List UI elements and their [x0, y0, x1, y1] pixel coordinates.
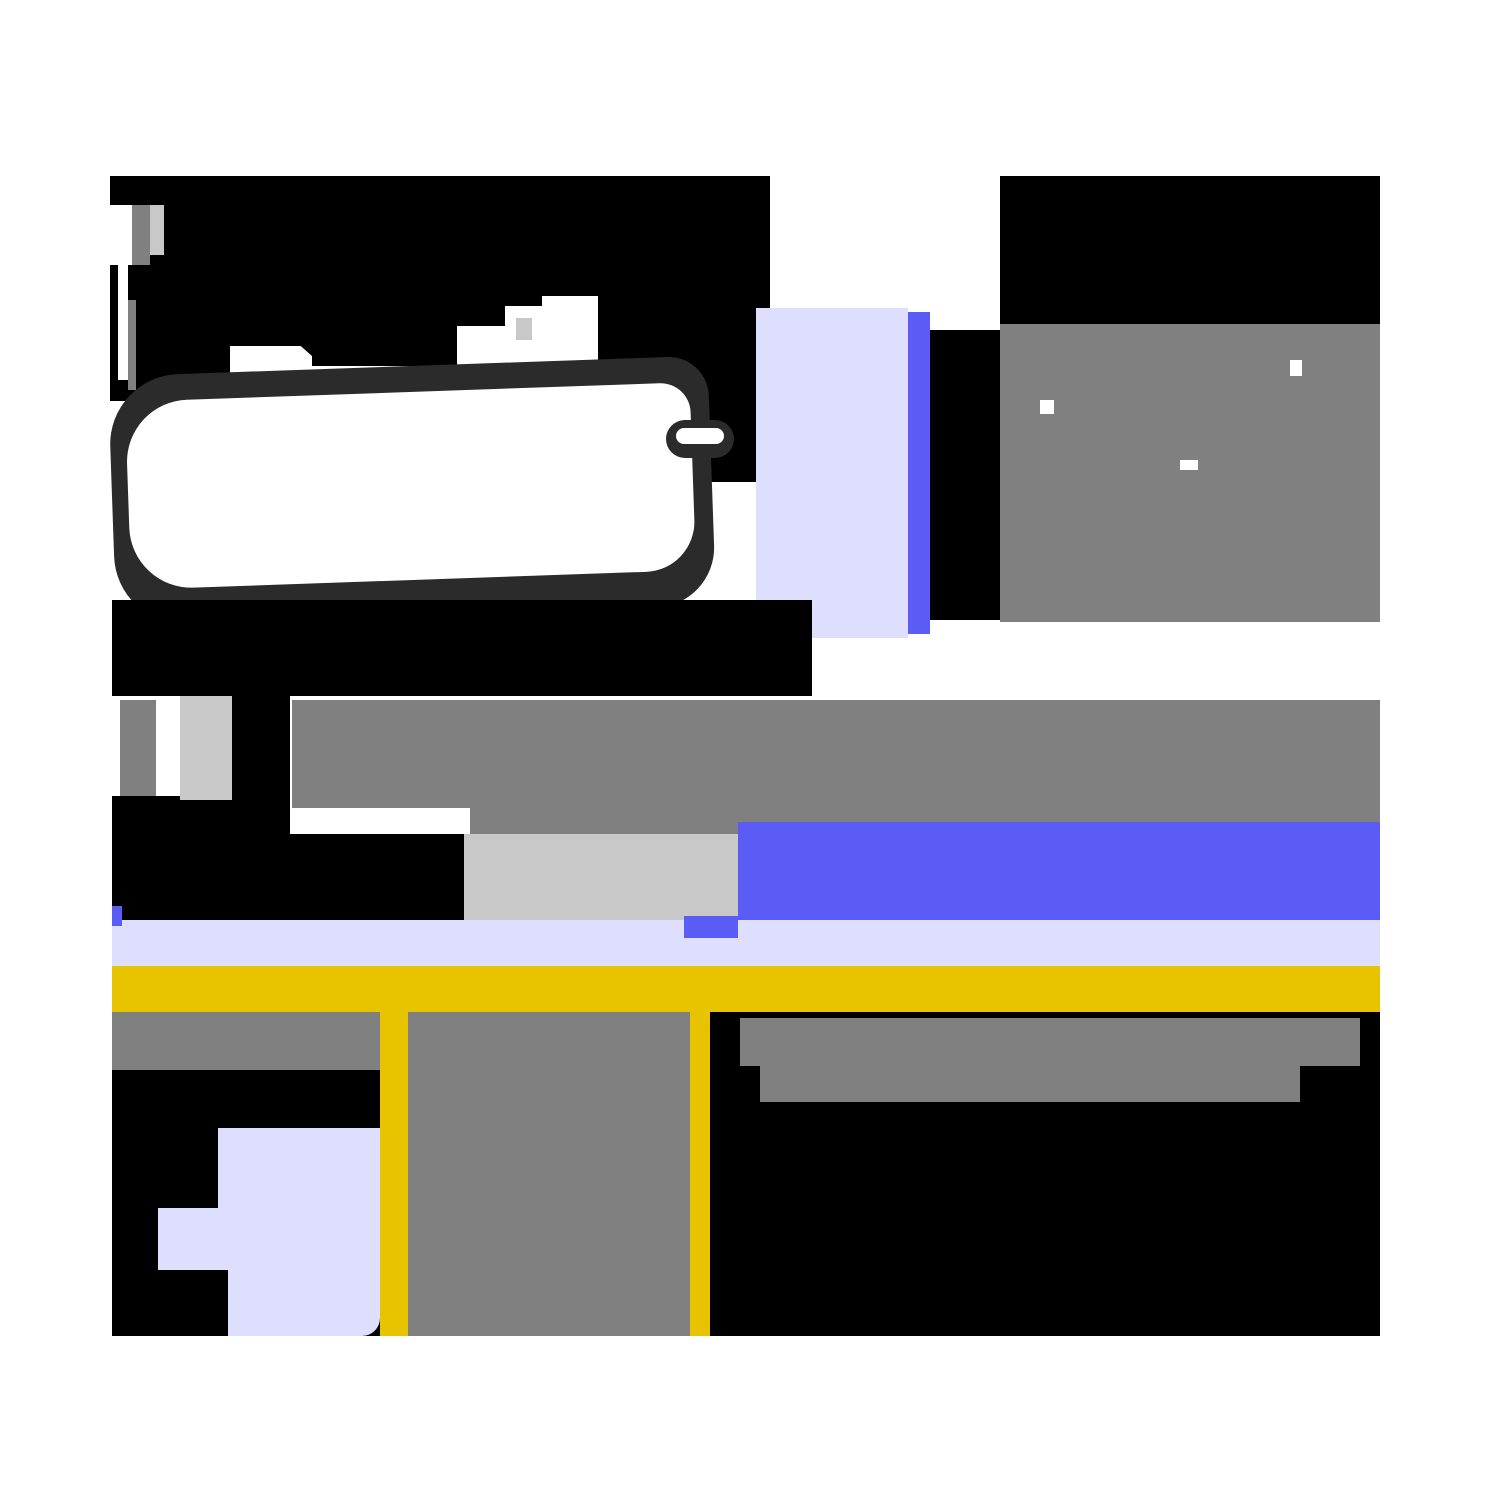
- gray-notch-upper-left: [132, 205, 150, 265]
- white-triangle-notch: [278, 326, 346, 356]
- gray-texture-band-middle: [292, 700, 1380, 808]
- black-bar-left-cap: [112, 834, 464, 920]
- white-flecks-right: [1040, 400, 1054, 414]
- white-flecks-right-3: [1290, 360, 1302, 376]
- lavender-vertical-panel: [756, 308, 908, 638]
- gray-texture-field-right: [1000, 322, 1380, 622]
- gray-lower-right-text-band-2: [760, 1066, 1300, 1102]
- black-upper-column-c: [457, 176, 542, 326]
- gray-lower-band: [112, 1012, 380, 1070]
- blue-tick-mid: [684, 916, 738, 938]
- light-gray-block: [464, 834, 738, 920]
- white-arm-highlight: [676, 428, 724, 444]
- gray-block-mid-left: [120, 700, 156, 796]
- yellow-vertical-bar-right: [690, 1012, 710, 1336]
- white-sliver-left: [118, 265, 128, 380]
- blue-horizontal-bar: [738, 822, 1380, 920]
- gray-sliver-left: [128, 300, 136, 390]
- black-lower-left-notch-2: [158, 1128, 218, 1208]
- gray-lower-column: [408, 1012, 690, 1336]
- black-upper-column-a: [228, 176, 312, 346]
- white-rounded-plate: [125, 382, 696, 590]
- light-gray-gap-top-middle: [516, 318, 532, 340]
- black-mid-wide-mass: [112, 600, 812, 696]
- gray-lower-right-text-band: [740, 1018, 1360, 1066]
- white-notch-upper-left: [110, 205, 132, 265]
- blue-vertical-stripe: [908, 312, 930, 634]
- light-gray-notch-upper-left: [150, 205, 164, 255]
- black-right-field-top: [1000, 176, 1380, 324]
- yellow-vertical-bar: [380, 1012, 408, 1336]
- white-flecks-right-2: [1180, 460, 1198, 470]
- black-lower-left-notch: [112, 1128, 158, 1336]
- yellow-horizontal-bar: [112, 966, 1380, 1012]
- black-lower-left-notch-3: [158, 1270, 228, 1336]
- black-panel-edge: [930, 330, 1000, 620]
- gray-lower-column-top: [408, 1012, 690, 1052]
- lavender-horizontal-bar: [112, 920, 1380, 966]
- blue-tick-left: [112, 906, 122, 926]
- light-gray-block-mid-left: [180, 696, 232, 800]
